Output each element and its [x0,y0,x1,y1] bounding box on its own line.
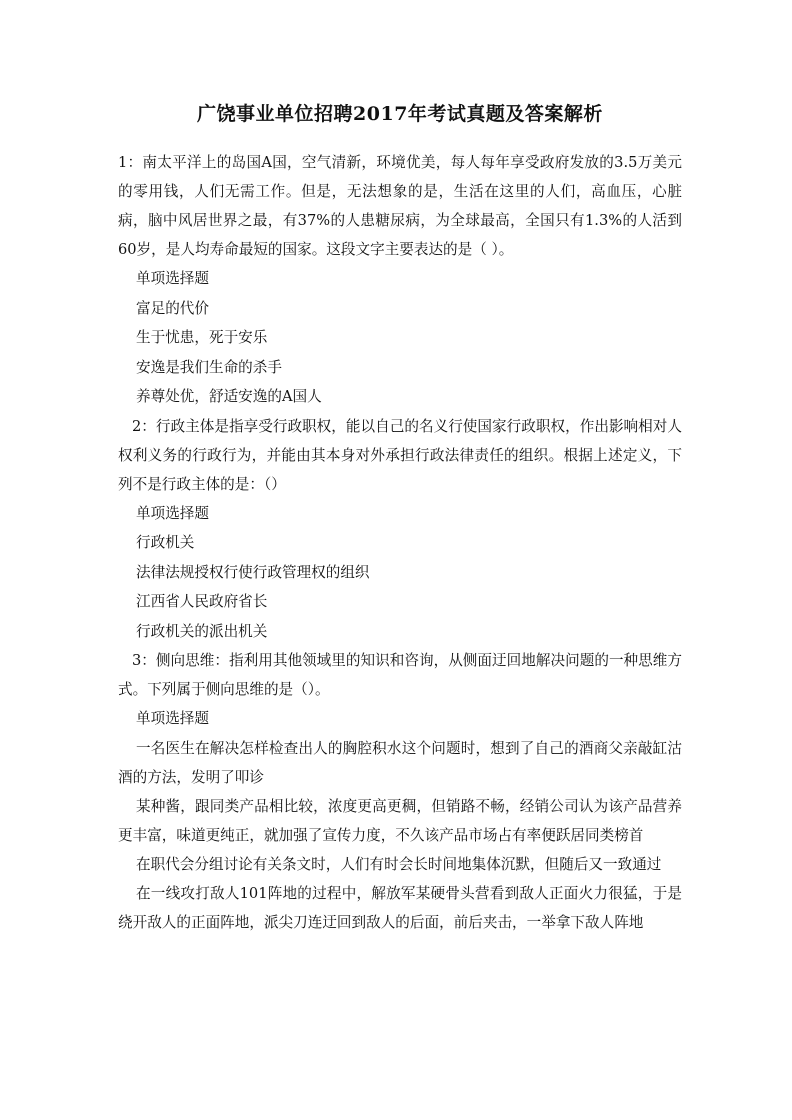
question-1-option-b: 生于忧患，死于安乐 [136,329,268,346]
question-3-type: 单项选择题 [136,710,209,727]
question-3-option-b: 某种酱，跟同类产品相比较，浓度更高更稠，但销路不畅，经销公司认为该产品营养更丰富，味道更纯正，就加强了宣传力度，不久该产品市场占有率便跃居同类榜首 [118,797,682,844]
question-3-option-d: 在一线攻打敌人101阵地的过程中，解放军某硬骨头营看到敌人正面火力很猛，于是绕开敌人的正面阵地，派尖刀连迂回到敌人的后面，前后夹击，一举拿下敌人阵地 [118,884,682,931]
question-2-stem: 2：行政主体是指享受行政职权，能以自己的名义行使国家行政职权，作出影响相对人权利义务的行政行为，并能由其本身对外承担行政法律责任的组织。根据上述定义，下列不是行政主体的是：（） [118,417,682,493]
question-2 [118,412,682,647]
question-3 [118,646,682,937]
question-2-type: 单项选择题 [136,504,209,522]
question-1-option-a: 富足的代价 [136,299,209,317]
question-1-stem: 1：南太平洋上的岛国A国，空气清新，环境优美，每人每年享受政府发放的3.5万美元的零用钱，人们无需工作。但是，无法想象的是，生活在这里的人们，高血压，心脏病，脑中风居世界之最，有37%的人患糖尿病，为全球最高，全国只有1.3%的人活到60岁，是人均寿命最短的国家。这段文字主要表达的是（ ）。 [118,154,682,258]
question-1 [118,148,682,412]
document-title: 广饶事业单位招聘2017年考试真题及答案解析 [197,103,603,125]
question-2-option-c: 江西省人民政府省长 [136,593,268,610]
question-2-option-a: 行政机关 [136,534,195,551]
question-3-option-a: 一名医生在解决怎样检查出人的胸腔积水这个问题时，想到了自己的酒商父亲敲缸沽酒的方法，发明了叩诊 [118,739,682,786]
question-1-option-d: 养尊处优，舒适安逸的A国人 [136,388,322,405]
question-2-option-d: 行政机关的派出机关 [136,622,268,640]
question-2-option-b: 法律法规授权行使行政管理权的组织 [136,563,370,581]
question-1-option-c: 安逸是我们生命的杀手 [136,358,282,376]
question-3-stem: 3：侧向思维：指利用其他领域里的知识和咨询，从侧面迂回地解决问题的一种思维方式。下列属于侧向思维的是（）。 [118,652,682,698]
question-1-type: 单项选择题 [136,270,209,287]
question-3-option-c: 在职代会分组讨论有关条文时，人们有时会长时间地集体沉默，但随后又一致通过 [136,855,662,873]
